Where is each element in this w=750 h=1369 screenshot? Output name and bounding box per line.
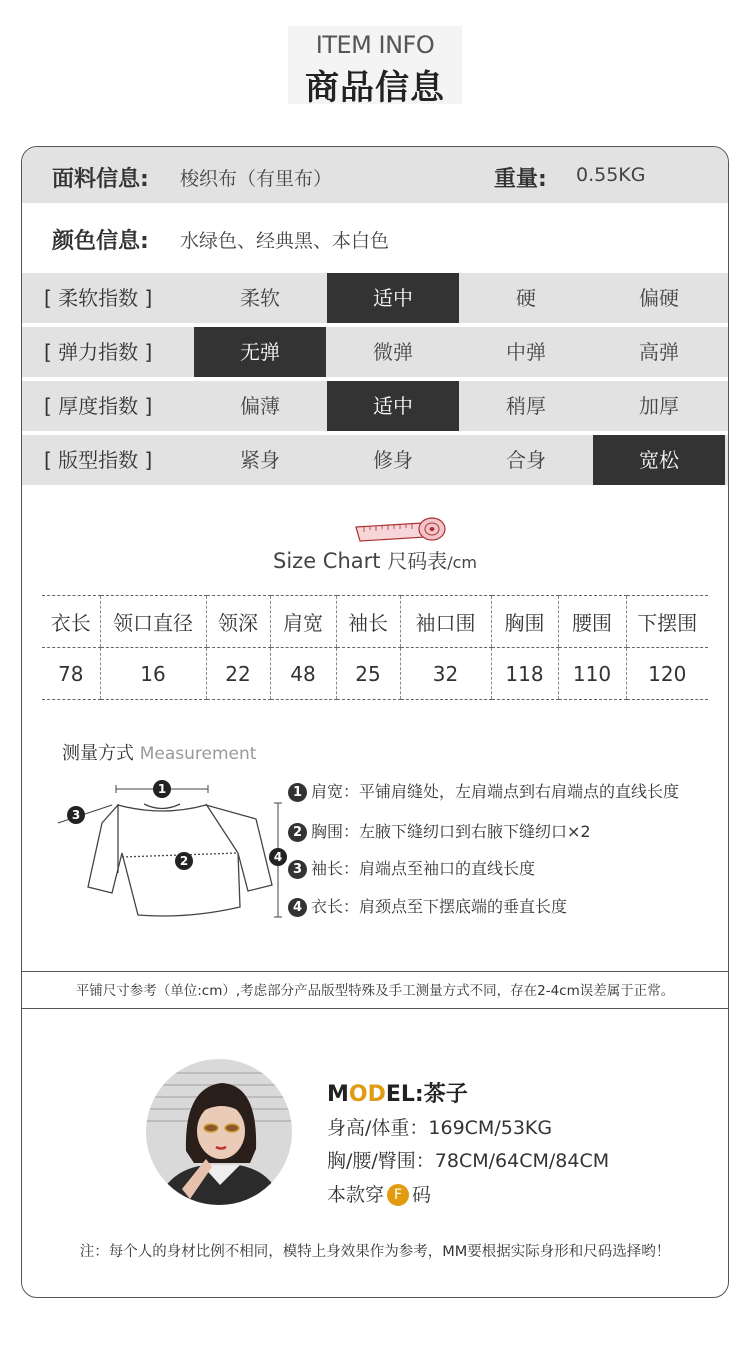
size-header-cell: 领口直径 <box>100 596 206 648</box>
size-header-cell: 领深 <box>206 596 270 648</box>
index-option: 加厚 <box>639 394 679 418</box>
size-header-cell: 下摆围 <box>626 596 708 648</box>
index-name: [ 柔软指数 ] <box>44 286 153 310</box>
measurement-text: 肩宽：平铺肩缝处，左肩端点到右肩端点的直线长度 <box>311 782 680 801</box>
size-value-cell: 110 <box>558 648 626 700</box>
index-option-selected: 适中 <box>327 273 459 323</box>
measurement-number: 4 <box>288 898 307 917</box>
size-table-header <box>42 596 708 648</box>
index-option: 合身 <box>506 448 546 472</box>
model-measurements: 胸/腰/臀围：78CM/64CM/84CM <box>327 1150 610 1172</box>
color-value: 水绿色、经典黑、本白色 <box>180 230 390 252</box>
index-name: [ 厚度指数 ] <box>44 394 153 418</box>
size-chart-title-en: Size Chart <box>273 549 381 573</box>
size-chart-title-zh: 尺码表 <box>387 549 448 573</box>
fabric-row <box>22 147 728 203</box>
color-row <box>22 203 728 271</box>
measurement-text: 袖长：肩端点至袖口的直线长度 <box>311 859 536 878</box>
model-wear-size <box>327 1180 431 1207</box>
model-height-weight: 身高/体重：169CM/53KG <box>327 1117 553 1139</box>
size-header-cell: 腰围 <box>558 596 626 648</box>
info-card <box>21 146 729 1298</box>
size-value-cell: 118 <box>491 648 558 700</box>
header-title-zh: 商品信息 <box>305 68 445 108</box>
measurement-text: 衣长：肩颈点至下摆底端的垂直长度 <box>311 897 568 916</box>
measurement-number: 3 <box>288 860 307 879</box>
diagram-marker-2: 2 <box>179 854 189 868</box>
index-option-selected: 适中 <box>327 381 459 431</box>
model-title-suffix: EL:茶子 <box>385 1082 468 1107</box>
size-table-row <box>42 648 708 700</box>
index-row <box>22 273 728 323</box>
model-title-prefix: M <box>327 1082 349 1107</box>
index-option: 柔软 <box>240 286 280 310</box>
size-value-cell: 120 <box>626 648 708 700</box>
measurement-item <box>288 819 591 842</box>
index-option: 紧身 <box>240 448 280 472</box>
size-table <box>42 595 708 700</box>
size-chart-title <box>22 545 728 574</box>
measurement-item <box>288 894 567 917</box>
index-row <box>22 327 728 377</box>
model-title-accent: OD <box>348 1082 386 1107</box>
shirt-diagram <box>52 775 292 935</box>
model-name <box>327 1077 468 1108</box>
size-header-cell: 胸围 <box>491 596 558 648</box>
weight-label: 重量: <box>494 167 547 192</box>
diagram-marker-3: 3 <box>71 808 81 822</box>
fabric-label: 面料信息: <box>52 167 149 192</box>
size-badge: F <box>387 1184 409 1206</box>
header-title-en: ITEM INFO <box>315 31 435 59</box>
index-option: 微弹 <box>373 340 413 364</box>
index-name: [ 版型指数 ] <box>44 448 153 472</box>
index-option: 偏硬 <box>639 286 679 310</box>
diagram-marker-1: 1 <box>157 782 167 796</box>
fabric-value: 梭织布（有里布） <box>180 168 333 190</box>
size-chart-unit: /cm <box>447 553 477 572</box>
size-header-cell: 肩宽 <box>270 596 336 648</box>
size-header-cell: 袖口围 <box>400 596 491 648</box>
diagram-marker-4: 4 <box>273 850 283 864</box>
size-value-cell: 78 <box>42 648 100 700</box>
index-option: 硬 <box>516 286 536 310</box>
size-value-cell: 22 <box>206 648 270 700</box>
measurement-title-zh: 测量方式 <box>62 743 134 764</box>
index-row <box>22 381 728 431</box>
index-option: 偏薄 <box>240 394 280 418</box>
size-header-cell: 衣长 <box>42 596 100 648</box>
index-option: 修身 <box>373 448 413 472</box>
measurement-text: 胸围：左腋下缝纫口到右腋下缝纫口×2 <box>311 822 591 841</box>
color-label: 颜色信息: <box>52 229 149 254</box>
index-option-selected: 无弹 <box>194 327 326 377</box>
index-option: 中弹 <box>506 340 546 364</box>
weight-value: 0.55KG <box>576 164 646 186</box>
size-note: 平铺尺寸参考（单位:cm）,考虑部分产品版型特殊及手工测量方式不同，存在2-4cm误差属于正常。 <box>22 971 728 1009</box>
size-header-cell: 袖长 <box>336 596 400 648</box>
page-header <box>0 0 750 130</box>
footer-note: 注：每个人的身材比例不相同，模特上身效果作为参考，MM要根据实际身形和尺码选择哟！ <box>79 1244 671 1260</box>
index-option: 稍厚 <box>506 394 546 418</box>
size-value-cell: 25 <box>336 648 400 700</box>
measurement-number: 1 <box>288 783 307 802</box>
measurement-item <box>288 779 679 802</box>
measurement-title-en: Measurement <box>139 744 257 764</box>
wear-prefix: 本款穿 <box>327 1184 385 1206</box>
index-name: [ 弹力指数 ] <box>44 340 153 364</box>
size-value-cell: 32 <box>400 648 491 700</box>
measurement-title <box>62 739 256 765</box>
index-option-selected: 宽松 <box>593 435 725 485</box>
index-option: 高弹 <box>639 340 679 364</box>
wear-suffix: 码 <box>412 1184 432 1206</box>
size-value-cell: 48 <box>270 648 336 700</box>
measurement-number: 2 <box>288 823 307 842</box>
measuring-tape-icon <box>352 515 448 545</box>
index-row <box>22 435 728 485</box>
measurement-item <box>288 856 535 879</box>
model-photo <box>146 1059 292 1205</box>
model-avatar <box>146 1059 292 1205</box>
size-value-cell: 16 <box>100 648 206 700</box>
